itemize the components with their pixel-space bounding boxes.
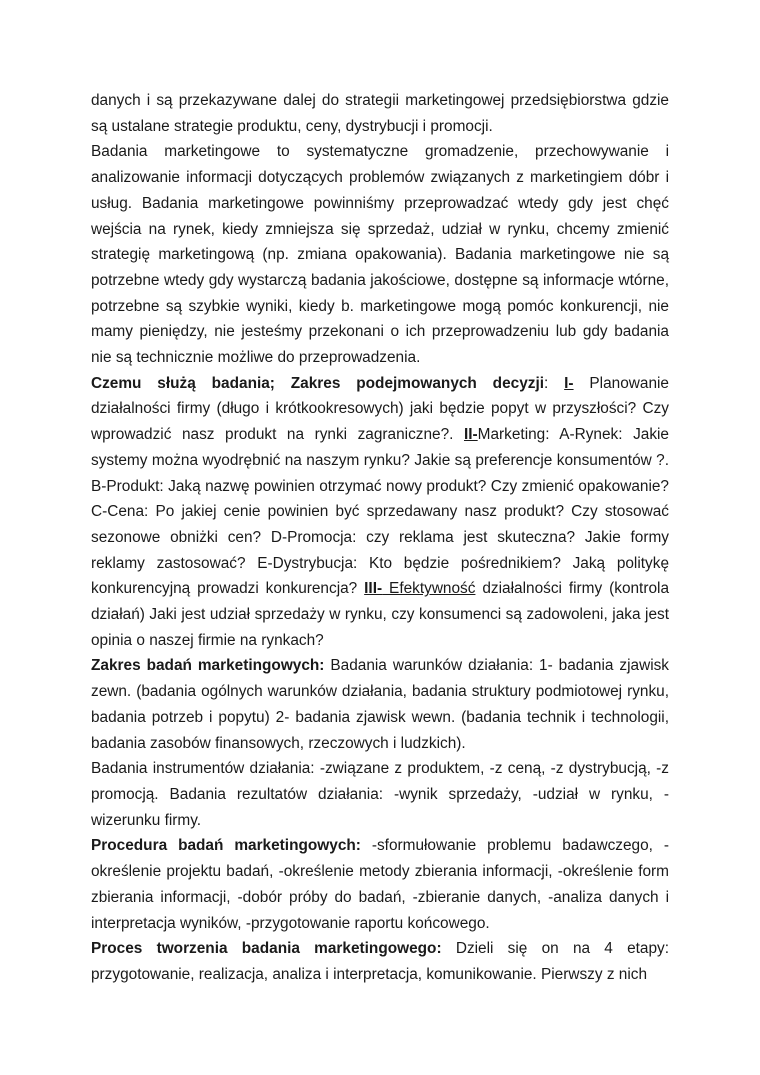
purpose-planning-text: Planowanie działalności firmy (długo i krótkookresowych) jaki będzie popyt w przyszłości? Czy wprowadzić nasz produkt na rynki zagraniczne?. — [91, 374, 669, 444]
paragraph-intro-continuation: danych i są przekazywane dalej do strategii marketingowej przedsiębiorstwa gdzie są ustalane strategie produktu, ceny, dystrybucji i promocji. — [91, 92, 669, 135]
heading-process: Proces tworzenia badania marketingowego: — [91, 940, 442, 958]
marker-iii: III- — [364, 580, 383, 598]
paragraph-instruments: Badania instrumentów działania: -związane z produktem, -z ceną, -z dystrybucją, -z promocją. Badania rezultatów działania: -wynik sprzedaży, -udział w rynku, -wizerunku firmy. — [91, 760, 669, 829]
process-text: Dzieli się on na 4 etapy: przygotowanie, realizacja, analiza i interpretacja, komunikowanie. Pierwszy z nich — [91, 940, 670, 983]
marker-ii: II- — [463, 426, 478, 444]
purpose-effectiveness-text: działalności firmy (kontrola działań) Jaki jest udział sprzedaży w rynku, czy konsumenci są zadowoleni, jaka jest opinia o naszej firmie na rynkach? — [91, 580, 669, 649]
document-page — [91, 88, 669, 988]
marker-i: I- — [564, 374, 574, 392]
heading-scope: Zakres badań marketingowych: — [91, 657, 325, 675]
heading-separator: : — [544, 374, 565, 392]
paragraph-scope — [91, 653, 669, 756]
paragraph-purpose — [91, 371, 669, 654]
paragraph-process — [91, 936, 669, 987]
heading-purpose: Czemu służą badania; Zakres podejmowanych decyzji — [91, 374, 545, 392]
paragraph-definition: Badania marketingowe to systematyczne gromadzenie, przechowywanie i analizowanie informacji dotyczących problemów związanych z marketingiem dóbr i usług. Badania marketingowe powinniśmy przeprowadzać wtedy gdy jest chęć wejścia na rynek, kiedy zmniejsza się sprzedaż, udział w rynku, chcemy zmienić strategię marketingową (np. zmiana opakowania). Badania marketingowe nie są potrzebne wtedy gdy wystarczą badania jakościowe, dostępne są informacje wtórne, potrzebne są szybkie wyniki, kiedy b. marketingowe mogą pomóc konkurencji, nie mamy pieniędzy, nie jesteśmy przekonani o ich przeprowadzeniu lub gdy badania nie są technicznie możliwe do przeprowadzenia. — [91, 143, 669, 367]
purpose-effectiveness-label: Efektywność — [382, 580, 476, 598]
procedure-text: -sformułowanie problemu badawczego, -określenie projektu badań, -określenie metody zbierania informacji, -określenie form zbierania informacji, -dobór próby do badań, -zbieranie danych, -analiza danych i interpretacja wyników, -przygotowanie raportu końcowego. — [91, 837, 669, 932]
scope-text: Badania warunków działania: 1- badania zjawisk zewn. (badania ogólnych warunków działania, badania struktury podmiotowej rynku, badania potrzeb i popytu) 2- badania zjawisk wewn. (badania technik i technologii, badania zasobów finansowych, rzeczowych i ludzkich). — [91, 657, 670, 752]
heading-procedure: Procedura badań marketingowych: — [91, 837, 361, 855]
paragraph-procedure — [91, 833, 669, 936]
purpose-marketing-text: Marketing: A-Rynek: Jakie systemy można wyodrębnić na naszym rynku? Jakie są preferencje konsumentów ?. B-Produkt: Jaką nazwę powinien otrzymać nowy produkt? Czy zmienić opakowanie? C-Cena: Po jakiej cenie powinien być sprzedawany nasz produkt? Czy stosować sezonowe obniżki cen? D-Promocja: czy reklama jest skuteczna? Jakie formy reklamy zastosować? E-Dystrybucja: Kto będzie pośrednikiem? Jaką politykę konkurencyjną prowadzi konkurencja? — [91, 426, 669, 598]
